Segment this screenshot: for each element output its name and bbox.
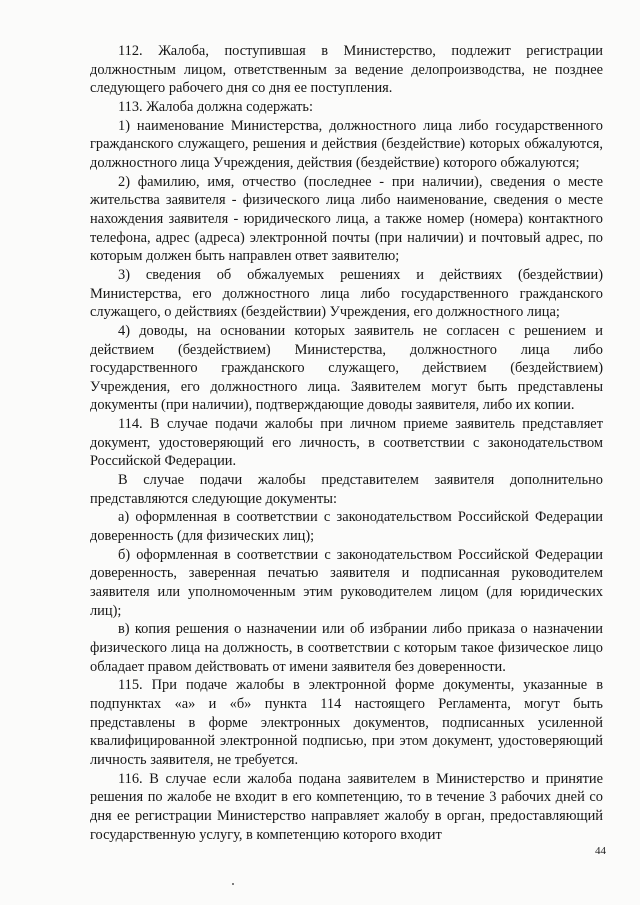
paragraph-113-item-3: 3) сведения об обжалуемых решениях и действиях (бездействии) Министерства, его должностного лица либо государственного гражданского служащего, о действиях (бездействии) Учреждения, его должностного лица; xyxy=(90,266,603,321)
paragraph-113-item-4: 4) доводы, на основании которых заявитель не согласен с решением и действием (бездействием) Министерства, должностного лица либо государственного гражданского служащего, действием (бездействием) Учреждения, его должностного лица. Заявителем могут быть представлены документы (при наличии), подтверждающие доводы заявителя, либо их копии. xyxy=(90,322,603,414)
document-body xyxy=(90,42,603,844)
paragraph-114-representative: В случае подачи жалобы представителем заявителя дополнительно представляются следующие документы: xyxy=(90,472,603,507)
scan-speck xyxy=(232,883,234,885)
paragraph-113: 113. Жалоба должна содержать: xyxy=(118,98,313,115)
paragraph-114-item-a: а) оформленная в соответствии с законодательством Российской Федерации доверенность (для физических лиц); xyxy=(90,509,603,545)
paragraph-114-item-v: в) копия решения о назначении или об избрании либо приказа о назначении физического лица на должность, в соответствии с которым такое физическое лицо обладает правом действовать от имени заявителя без доверенности. xyxy=(90,621,603,675)
paragraph-113-item-2: 2) фамилию, имя, отчество (последнее - при наличии), сведения о месте жительства заявителя - физического лица либо наименование, сведения о месте нахождения заявителя - юридического лица, а также номер (номера) контактного телефона, адрес (адреса) электронной почты (при наличии) и почтовый адрес, по которым должен быть направлен ответ заявителю; xyxy=(90,173,603,265)
paragraph-115: 115. При подаче жалобы в электронной форме документы, указанные в подпунктах «а» и «б» пункта 114 настоящего Регламента, могут быть представлены в форме электронных документов, подписанных усиленной квалифицированной электронной подписью, при этом документ, удостоверяющий личность заявителя, не требуется. xyxy=(90,677,603,768)
paragraph-112: 112. Жалоба, поступившая в Министерство, подлежит регистрации должностным лицом, ответственным за ведение делопроизводства, не позднее следующего рабочего дня со дня ее поступления. xyxy=(90,43,603,97)
page-number: 44 xyxy=(595,845,606,857)
paragraph-116: 116. В случае если жалоба подана заявителем в Министерство и принятие решения по жалобе не входит в его компетенцию, то в течение 3 рабочих дней со дня ее регистрации Министерство направляет жалобу в орган, предоставляющий государственную услугу, в компетенцию которого входит xyxy=(90,770,603,843)
paragraph-113-item-1: 1) наименование Министерства, должностного лица либо государственного гражданского служащего, решения и действия (бездействие) которых обжалуются, должностного лица Учреждения, действия (бездействие) которого обжалуются; xyxy=(90,117,603,171)
paragraph-114: 114. В случае подачи жалобы при личном приеме заявитель представляет документ, удостоверяющий его личность, в соответствии с законодательством Российской Федерации. xyxy=(90,416,603,470)
paragraph-114-item-b: б) оформленная в соответствии с законодательством Российской Федерации доверенность, заверенная печатью заявителя и подписанная руководителем заявителя или уполномоченным этим руководителем лицом (для юридических лиц); xyxy=(90,546,603,619)
